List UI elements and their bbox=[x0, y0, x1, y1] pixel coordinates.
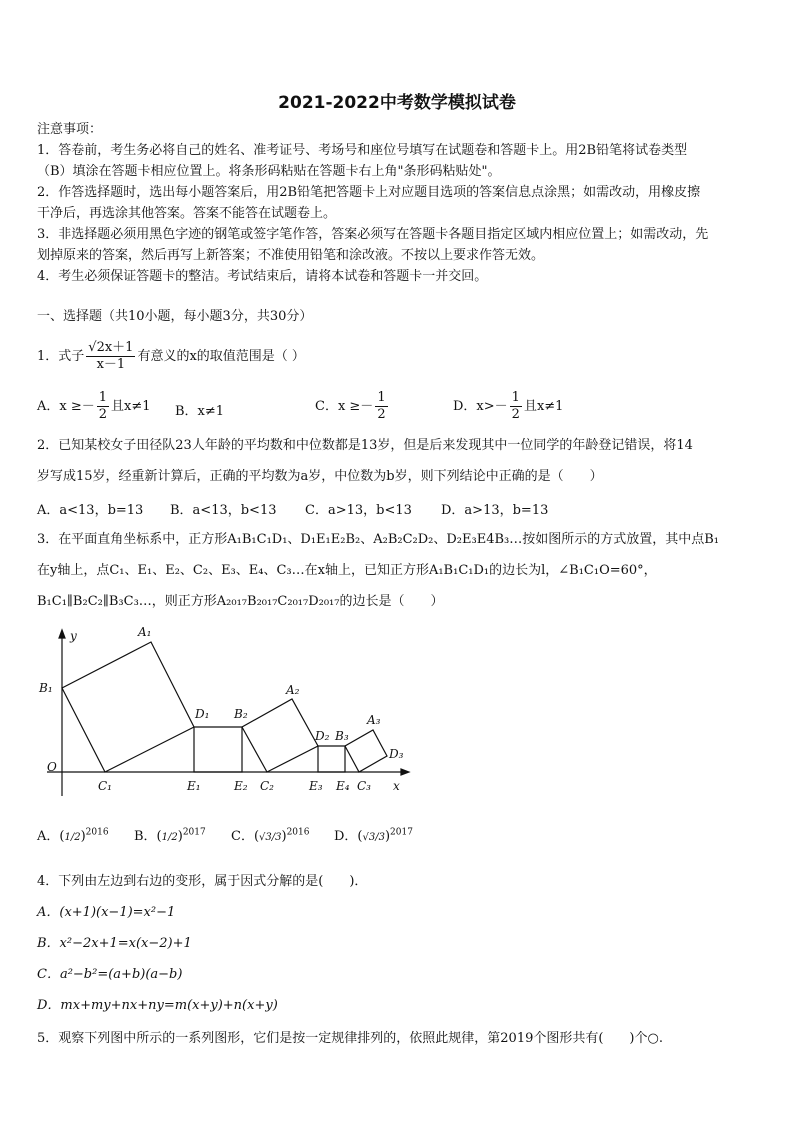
label-d3: D₃ bbox=[389, 747, 404, 761]
label-c1: C₁ bbox=[98, 779, 112, 793]
q3-a-exp: 2016 bbox=[85, 827, 109, 838]
notice-line-2: （B）填涂在答题卡相应位置上。将条形码粘贴在答题卡右上角"条形码粘贴处"。 bbox=[37, 164, 501, 179]
label-e3: E₃ bbox=[309, 779, 323, 793]
q3-c-frac: √3/3 bbox=[259, 832, 282, 843]
label-e1: E₁ bbox=[187, 779, 201, 793]
label-d1: D₁ bbox=[195, 707, 210, 721]
q1-suffix: 有意义的x的取值范围是（ ） bbox=[137, 349, 305, 364]
q3-option-b: B．$(1/2)^{2017}$ bbox=[134, 827, 206, 844]
q3-d-frac: √3/3 bbox=[362, 832, 385, 843]
q3-c-label: C．( bbox=[231, 829, 260, 844]
square-3 bbox=[345, 730, 387, 772]
q1-denominator: x－1 bbox=[96, 357, 126, 372]
square-d2e3e4b3 bbox=[318, 746, 345, 772]
q1-c-num: 1 bbox=[377, 390, 386, 405]
q2-option-a: A．a<13，b=13 bbox=[37, 503, 144, 518]
notice-line-5: 3．非选择题必须用黑色字迹的钢笔或签字笔作答，答案必须写在答题卡各题目指定区域内相应位置上；如需改动，先 bbox=[37, 227, 709, 242]
q3-a-frac: 1/2 bbox=[64, 832, 81, 843]
q1-a-den: 2 bbox=[98, 407, 108, 422]
question-5-stem: 5．观察下列图中所示的一系列图形，它们是按一定规律排列的，依照此规律，第2019个图形共有( )个○. bbox=[37, 1031, 663, 1046]
q1-a-label: A．x ≥－ bbox=[37, 399, 95, 414]
label-e4: E₄ bbox=[336, 779, 350, 793]
label-o: O bbox=[47, 760, 57, 774]
q3-d-label: D．( bbox=[334, 829, 363, 844]
label-e2: E₂ bbox=[234, 779, 248, 793]
question-3-figure bbox=[37, 626, 417, 801]
label-y: y bbox=[70, 629, 77, 643]
question-1-stem bbox=[37, 340, 760, 374]
notice-line-3: 2．作答选择题时，选出每小题答案后，用2B铅笔把答题卡上对应题目选项的答案信息点涂黑；如需改动，用橡皮擦 bbox=[37, 185, 701, 200]
label-a1: A₁ bbox=[138, 626, 152, 639]
notice-heading: 注意事项： bbox=[37, 122, 103, 137]
q1-option-b: B．x≠1 bbox=[175, 404, 225, 419]
q1-c-den: 2 bbox=[377, 407, 386, 422]
question-3-line-2: 在y轴上，点C₁、E₁、E₂、C₂、E₃、E₄、C₃…在x轴上，已知正方形A₁B₁C₁D₁的边长为l，∠B₁C₁O=60°， bbox=[37, 563, 657, 578]
q3-b-frac: 1/2 bbox=[161, 832, 178, 843]
q3-option-c: C．$(√3/3)^{2016}$ bbox=[231, 827, 310, 844]
notice-line-7: 4．考生必须保证答题卡的整洁。考试结束后，请将本试卷和答题卡一并交回。 bbox=[37, 269, 488, 284]
label-b2: B₂ bbox=[234, 707, 248, 721]
q2-option-d: D．a>13，b=13 bbox=[441, 503, 549, 518]
q1-a-num: 1 bbox=[98, 390, 108, 405]
q1-prefix: 1．式子 bbox=[37, 349, 85, 364]
notice-line-6: 划掉原来的答案，然后再写上新答案；不准使用铅笔和涂改液。不按以上要求作答无效。 bbox=[37, 248, 545, 263]
q1-option-c bbox=[315, 390, 390, 423]
q1-option-a bbox=[37, 390, 151, 423]
q1-numerator: √2x＋1 bbox=[88, 340, 134, 355]
label-b3: B₃ bbox=[335, 729, 349, 743]
y-axis-arrow bbox=[59, 630, 65, 638]
q3-a-label: A．( bbox=[37, 829, 65, 844]
q2-option-c: C．a>13，b<13 bbox=[305, 503, 412, 518]
q4-option-a: A．(x+1)(x−1)=x²−1 bbox=[37, 905, 176, 920]
label-d2: D₂ bbox=[315, 729, 330, 743]
q1-a-suffix: 且x≠1 bbox=[111, 399, 151, 414]
question-3-line-3: B₁C₁∥B₂C₂∥B₃C₃…，则正方形A₂₀₁₇B₂₀₁₇C₂₀₁₇D₂₀₁₇的边长是（ ） bbox=[37, 594, 444, 609]
q1-c-frac bbox=[375, 390, 387, 423]
square-2 bbox=[242, 699, 318, 772]
label-b1: B₁ bbox=[39, 681, 53, 695]
q1-fraction bbox=[86, 340, 135, 373]
square-d1e1e2b2 bbox=[194, 727, 242, 772]
question-2-line-1: 2．已知某校女子田径队23人年龄的平均数和中位数都是13岁，但是后来发现其中一位同学的年龄登记错误，将14 bbox=[37, 438, 693, 453]
q3-c-exp: 2016 bbox=[286, 827, 310, 838]
q1-d-suffix: 且x≠1 bbox=[523, 399, 564, 414]
q4-option-d: D．mx+my+nx+ny=m(x+y)+n(x+y) bbox=[37, 998, 278, 1013]
q1-d-label: D．x>－ bbox=[453, 399, 508, 414]
question-2-line-2: 岁写成15岁，经重新计算后，正确的平均数为a岁，中位数为b岁，则下列结论中正确的是（ ） bbox=[37, 469, 603, 484]
q1-a-frac bbox=[97, 390, 109, 423]
q3-option-d: D．$(√3/3)^{2017}$ bbox=[334, 827, 413, 844]
section-heading: 一、选择题（共10小题，每小题3分，共30分） bbox=[37, 309, 313, 324]
label-c3: C₃ bbox=[357, 779, 371, 793]
q1-d-frac bbox=[510, 390, 522, 423]
page-title: 2021-2022中考数学模拟试卷 bbox=[278, 93, 516, 113]
q3-option-a: A．$(1/2)^{2016}$ bbox=[37, 827, 109, 844]
square-1 bbox=[62, 642, 194, 772]
q1-option-d bbox=[453, 390, 563, 423]
q1-c-label: C．x ≥－ bbox=[315, 399, 374, 414]
notice-line-1: 1．答卷前，考生务必将自己的姓名、准考证号、考场号和座位号填写在试题卷和答题卡上。用2B铅笔将试卷类型 bbox=[37, 143, 688, 158]
question-3-line-1: 3．在平面直角坐标系中，正方形A₁B₁C₁D₁、D₁E₁E₂B₂、A₂B₂C₂D₂、D₂E₃E4B₃…按如图所示的方式放置，其中点B₁ bbox=[37, 532, 720, 547]
q1-d-num: 1 bbox=[511, 390, 520, 405]
q3-b-label: B．( bbox=[134, 829, 162, 844]
notice-line-4: 干净后，再选涂其他答案。答案不能答在试题卷上。 bbox=[37, 206, 337, 221]
question-4-stem: 4．下列由左边到右边的变形，属于因式分解的是( )． bbox=[37, 874, 368, 889]
q2-option-b: B．a<13，b<13 bbox=[170, 503, 277, 518]
q3-b-exp: 2017 bbox=[182, 827, 206, 838]
q4-option-b: B．x²−2x+1=x(x−2)+1 bbox=[37, 936, 192, 951]
label-a3: A₃ bbox=[367, 713, 381, 727]
q3-d-exp: 2017 bbox=[390, 827, 413, 838]
label-c2: C₂ bbox=[260, 779, 274, 793]
label-x: x bbox=[393, 779, 400, 793]
x-axis-arrow bbox=[401, 769, 409, 775]
q4-option-c: C．a²−b²=(a+b)(a−b) bbox=[37, 967, 183, 982]
label-a2: A₂ bbox=[286, 683, 300, 697]
q1-d-den: 2 bbox=[511, 407, 520, 422]
